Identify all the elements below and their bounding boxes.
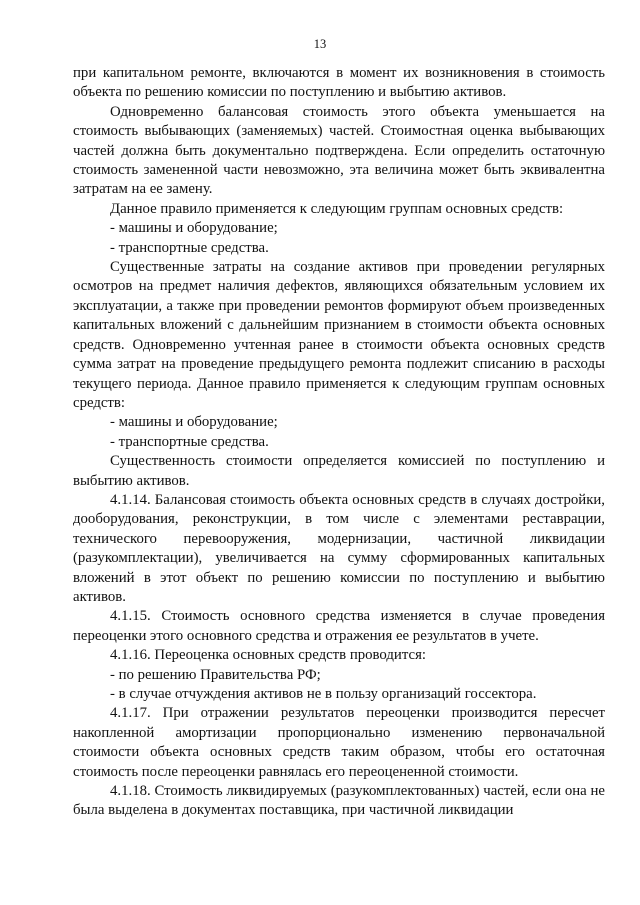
list-item-machinery: - машины и оборудование;: [110, 220, 278, 237]
section-4-1-14: 4.1.14. Балансовая стоимость объекта основных средств в случаях достройки, дооборудования, реконструкции, в том числе с элементами реставрации, технического перевооружения, модернизации, частичной ликвидации (разукомплектации), увеличивается на сумму сформированных капитальных вложений в этот объект по решению комиссии по поступлению и выбытию активов.: [73, 491, 605, 605]
paragraph-balance-reduction: Одновременно балансовая стоимость этого объекта уменьшается на стоимость выбывающих (заменяемых) частей. Стоимостная оценка выбывающих частей должна быть документально подтверждена. Если определить остаточную стоимость замененной части невозможно, эта величина может быть эквивалентна затратам на ее замену.: [73, 103, 605, 198]
list-item-vehicles: - транспортные средства.: [110, 239, 269, 256]
section-4-1-15: 4.1.15. Стоимость основного средства изменяется в случае проведения переоценки этого основного средства и отражения ее результатов в учете.: [73, 608, 605, 644]
document-body: [73, 64, 605, 821]
page-number: 13: [313, 37, 327, 51]
section-4-1-17: 4.1.17. При отражении результатов переоценки производится пересчет накопленной амортизации пропорционально изменению первоначальной стоимости объекта основных средств таким образом, чтобы его остаточная стоимость после переоценки равнялась его переоцененной стоимости.: [73, 705, 605, 780]
list-item-machinery-2: - машины и оборудование;: [110, 414, 278, 431]
paragraph-inspection-costs: Существенные затраты на создание активов при проведении регулярных осмотров на предмет наличия дефектов, являющихся обязательным условием их эксплуатации, а также при проведении ремонтов формируют объем произведенных капитальных вложений с дальнейшим признанием в стоимости объекта основных средств. Одновременно учтенная ранее в стоимости объекта основных средств сумма затрат на проведение предыдущего ремонта подлежит списанию в расходы текущего периода. Данное правило применяется к следующим группам основных средств:: [73, 259, 605, 411]
section-4-1-18: 4.1.18. Стоимость ликвидируемых (разукомплектованных) частей, если она не была выделена в документах поставщика, при частичной ликвидации: [73, 783, 605, 819]
list-item-alienation: - в случае отчуждения активов не в пользу организаций госсектора.: [110, 686, 537, 702]
list-item-vehicles-2: - транспортные средства.: [110, 433, 269, 450]
paragraph-materiality: Существенность стоимости определяется комиссией по поступлению и выбытию активов.: [73, 453, 605, 489]
list-item-government-decision: - по решению Правительства РФ;: [110, 666, 321, 683]
paragraph-continuation: при капитальном ремонте, включаются в момент их возникновения в стоимость объекта по решению комиссии по поступлению и выбытию активов.: [73, 65, 605, 101]
paragraph-rule-applies: Данное правило применяется к следующим группам основных средств:: [110, 200, 564, 217]
section-4-1-16: 4.1.16. Переоценка основных средств проводится:: [110, 647, 426, 664]
